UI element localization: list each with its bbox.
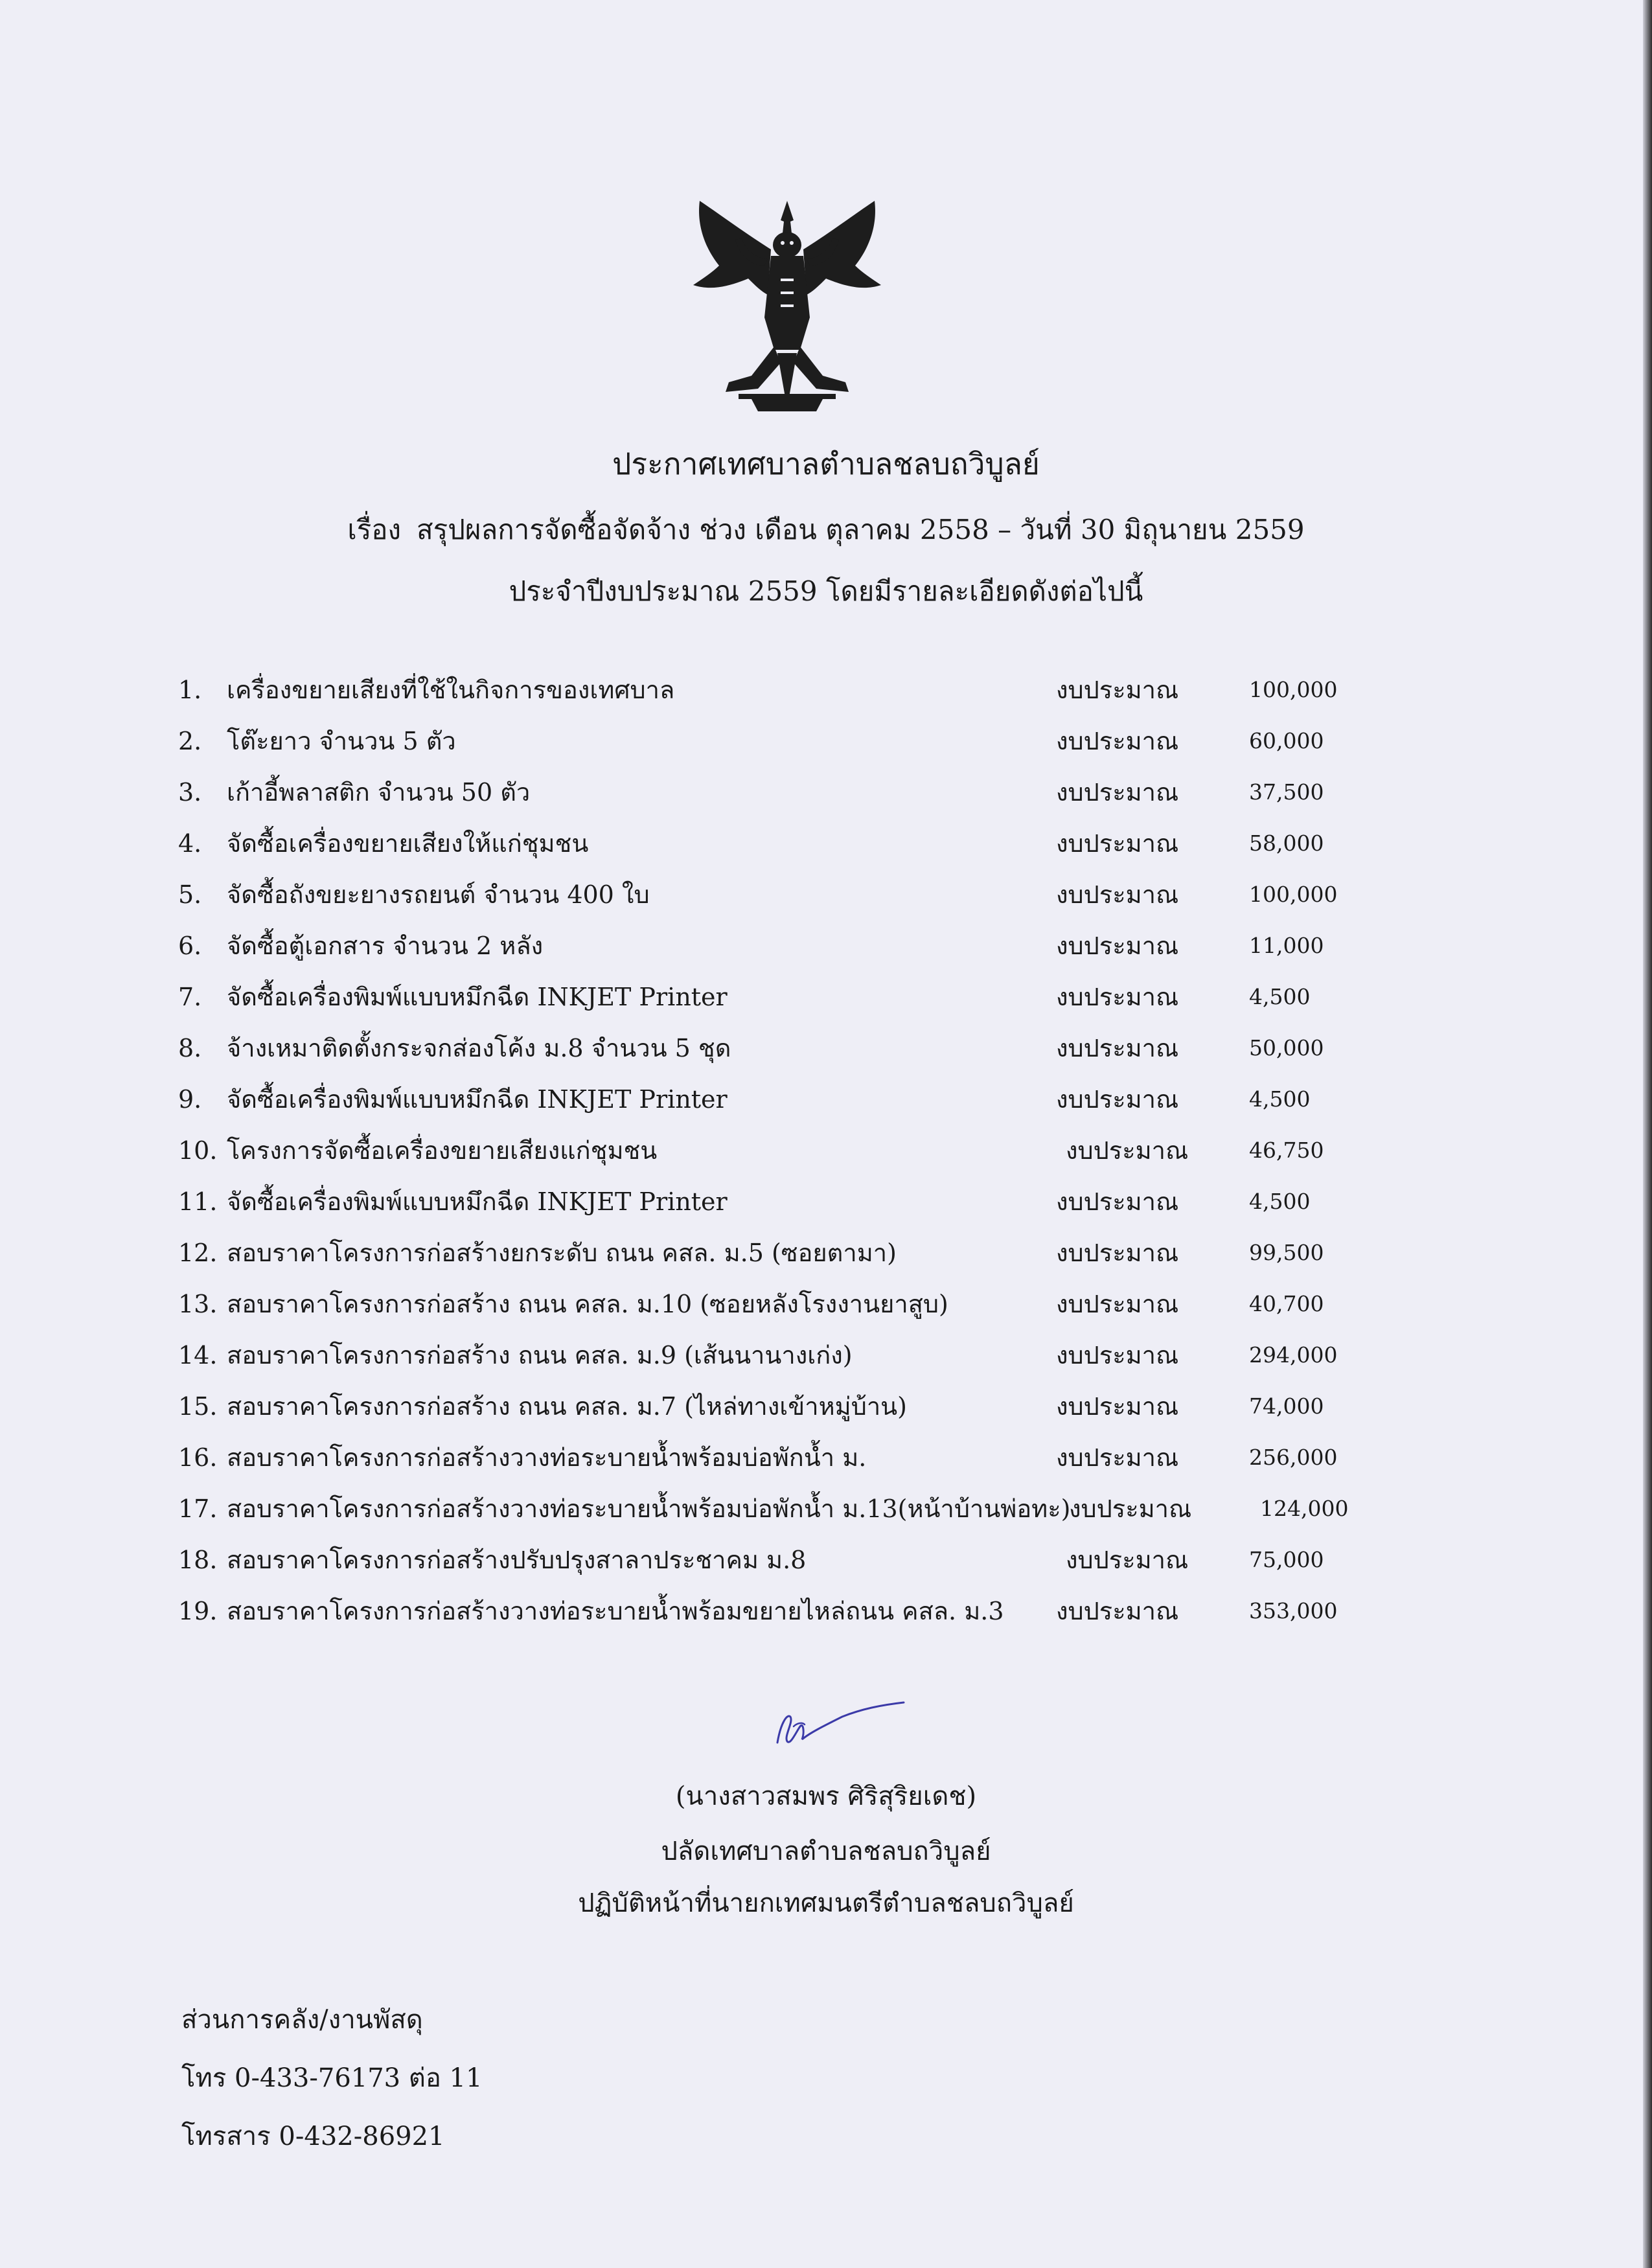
list-item xyxy=(0,718,1652,764)
signatory-position-1: ปลัดเทศบาลตำบลชลบถวิบูลย์ xyxy=(661,1837,991,1866)
item-description: จัดซื้อเครื่องพิมพ์แบบหมึกฉีด INKJET Printer xyxy=(227,1085,728,1114)
item-amount: 60,000 xyxy=(1249,728,1324,753)
signatory-position-2: ปฏิบัติหน้าที่นายกเทศมนตรีตำบลชลบถวิบูลย์ xyxy=(578,1888,1074,1918)
list-item xyxy=(0,974,1652,1020)
item-budget-label: งบประมาณ xyxy=(1056,829,1179,858)
item-description: จัดซื้อเครื่องพิมพ์แบบหมึกฉีด INKJET Printer xyxy=(227,1187,728,1216)
item-budget-label: งบประมาณ xyxy=(1056,1187,1179,1216)
item-number: 4. xyxy=(178,829,202,858)
item-description: จัดซื้อเครื่องขยายเสียงให้แก่ชุมชน xyxy=(227,829,589,858)
item-number: 19. xyxy=(178,1597,218,1625)
page-subject xyxy=(0,509,1652,551)
item-budget-label: งบประมาณ xyxy=(1056,880,1179,909)
item-description: สอบราคาโครงการก่อสร้างวางท่อระบายน้ำพร้อมบ่อพักน้ำ ม. xyxy=(227,1443,867,1472)
page-subject-line2: ประจำปีงบประมาณ 2559 โดยมีรายละเอียดดังต่อไปนี้ xyxy=(509,575,1143,607)
item-budget-label: งบประมาณ xyxy=(1066,1546,1189,1574)
item-number: 7. xyxy=(178,983,202,1011)
item-budget-label: งบประมาณ xyxy=(1069,1495,1192,1523)
item-number: 5. xyxy=(178,880,202,909)
item-description: เครื่องขยายเสียงที่ใช้ในกิจการของเทศบาล xyxy=(227,676,675,704)
item-amount: 100,000 xyxy=(1249,677,1338,702)
item-description: สอบราคาโครงการก่อสร้าง ถนน คสล. ม.9 (เส้นนานางเก่ง) xyxy=(227,1341,853,1369)
item-description: สอบราคาโครงการก่อสร้าง ถนน คสล. ม.10 (ซอยหลังโรงงานยาสูบ) xyxy=(227,1290,948,1318)
item-amount: 353,000 xyxy=(1249,1598,1338,1623)
list-item xyxy=(0,1230,1652,1276)
item-number: 18. xyxy=(178,1546,218,1574)
item-description: เก้าอี้พลาสติก จำนวน 50 ตัว xyxy=(227,778,531,807)
item-number: 1. xyxy=(178,676,202,704)
item-number: 13. xyxy=(178,1290,218,1318)
item-budget-label: งบประมาณ xyxy=(1056,1597,1179,1625)
list-item xyxy=(0,1077,1652,1122)
item-amount: 40,700 xyxy=(1249,1291,1324,1316)
item-number: 17. xyxy=(178,1495,218,1523)
item-amount: 256,000 xyxy=(1249,1445,1338,1470)
item-budget-label: งบประมาณ xyxy=(1056,727,1179,755)
list-item xyxy=(0,1384,1652,1429)
item-number: 6. xyxy=(178,932,202,960)
item-amount: 100,000 xyxy=(1249,882,1338,907)
item-amount: 294,000 xyxy=(1249,1342,1338,1368)
item-amount: 46,750 xyxy=(1249,1138,1324,1163)
list-item xyxy=(0,872,1652,917)
item-amount: 4,500 xyxy=(1249,1189,1311,1214)
list-item xyxy=(0,1537,1652,1583)
item-amount: 124,000 xyxy=(1260,1496,1349,1521)
item-number: 3. xyxy=(178,778,202,807)
item-description: จัดซื้อตู้เอกสาร จำนวน 2 หลัง xyxy=(227,932,544,960)
item-amount: 4,500 xyxy=(1249,984,1311,1009)
item-description: โครงการจัดซื้อเครื่องขยายเสียงแก่ชุมชน xyxy=(227,1136,658,1165)
item-description: จัดซื้อเครื่องพิมพ์แบบหมึกฉีด INKJET Printer xyxy=(227,983,728,1011)
item-budget-label: งบประมาณ xyxy=(1056,983,1179,1011)
subject-prefix: เรื่อง xyxy=(347,514,402,545)
list-item xyxy=(0,1025,1652,1071)
list-item xyxy=(0,1486,1652,1531)
item-amount: 4,500 xyxy=(1249,1086,1311,1112)
item-budget-label: งบประมาณ xyxy=(1056,1341,1179,1369)
item-budget-label: งบประมาณ xyxy=(1056,1085,1179,1114)
item-description: สอบราคาโครงการก่อสร้างปรับปรุงสาลาประชาคม ม.8 xyxy=(227,1546,807,1574)
item-amount: 75,000 xyxy=(1249,1547,1324,1572)
list-item xyxy=(0,1588,1652,1634)
item-number: 2. xyxy=(178,727,202,755)
item-description: สอบราคาโครงการก่อสร้างวางท่อระบายน้ำพร้อมขยายไหล่ถนน คสล. ม.3 xyxy=(227,1597,1004,1625)
list-item xyxy=(0,1179,1652,1224)
contact-fax: โทรสาร 0-432-86921 xyxy=(181,2122,445,2151)
list-item xyxy=(0,770,1652,815)
handwritten-signature xyxy=(764,1697,920,1769)
item-amount: 58,000 xyxy=(1249,830,1324,856)
item-description: สอบราคาโครงการก่อสร้างวางท่อระบายน้ำพร้อมบ่อพักน้ำ ม.13(หน้าบ้านพ่อทะ) xyxy=(227,1495,1071,1523)
item-amount: 50,000 xyxy=(1249,1035,1324,1060)
list-item xyxy=(0,1333,1652,1378)
item-budget-label: งบประมาณ xyxy=(1056,1034,1179,1062)
item-number: 9. xyxy=(178,1085,202,1114)
list-item xyxy=(0,667,1652,713)
list-item xyxy=(0,1435,1652,1480)
item-description: จ้างเหมาติดตั้งกระจกส่องโค้ง ม.8 จำนวน 5 ชุด xyxy=(227,1034,731,1062)
list-item xyxy=(0,821,1652,866)
item-amount: 37,500 xyxy=(1249,779,1324,805)
item-amount: 11,000 xyxy=(1249,933,1324,958)
list-item xyxy=(0,1281,1652,1327)
item-budget-label: งบประมาณ xyxy=(1056,1239,1179,1267)
list-item xyxy=(0,923,1652,968)
item-number: 10. xyxy=(178,1136,218,1165)
item-budget-label: งบประมาณ xyxy=(1056,676,1179,704)
garuda-emblem xyxy=(674,188,901,421)
list-item xyxy=(0,1128,1652,1173)
item-description: จัดซื้อถังขยะยางรถยนต์ จำนวน 400 ใบ xyxy=(227,880,650,909)
item-description: สอบราคาโครงการก่อสร้างยกระดับ ถนน คสล. ม.5 (ซอยตามา) xyxy=(227,1239,897,1267)
item-amount: 74,000 xyxy=(1249,1393,1324,1419)
item-amount: 99,500 xyxy=(1249,1240,1324,1265)
item-number: 14. xyxy=(178,1341,218,1369)
signatory-name: (นางสาวสมพร ศิริสุริยเดช) xyxy=(675,1781,977,1811)
contact-department: ส่วนการคลัง/งานพัสดุ xyxy=(181,2005,423,2035)
item-number: 12. xyxy=(178,1239,218,1267)
item-budget-label: งบประมาณ xyxy=(1066,1136,1189,1165)
item-budget-label: งบประมาณ xyxy=(1056,1443,1179,1472)
item-budget-label: งบประมาณ xyxy=(1056,778,1179,807)
item-number: 11. xyxy=(178,1187,218,1216)
subject-text: สรุปผลการจัดซื้อจัดจ้าง ช่วง เดือน ตุลาคม 2558 – วันที่ 30 มิถุนายน 2559 xyxy=(417,514,1305,545)
item-description: สอบราคาโครงการก่อสร้าง ถนน คสล. ม.7 (ไหล่ทางเข้าหมู่บ้าน) xyxy=(227,1392,907,1421)
contact-phone: โทร 0-433-76173 ต่อ 11 xyxy=(181,2063,483,2093)
item-budget-label: งบประมาณ xyxy=(1056,1392,1179,1421)
item-number: 15. xyxy=(178,1392,218,1421)
item-number: 8. xyxy=(178,1034,202,1062)
item-budget-label: งบประมาณ xyxy=(1056,1290,1179,1318)
item-budget-label: งบประมาณ xyxy=(1056,932,1179,960)
item-description: โต๊ะยาว จำนวน 5 ตัว xyxy=(227,727,456,755)
item-number: 16. xyxy=(178,1443,218,1472)
page-title: ประกาศเทศบาลตำบลชลบถวิบูลย์ xyxy=(612,446,1040,481)
